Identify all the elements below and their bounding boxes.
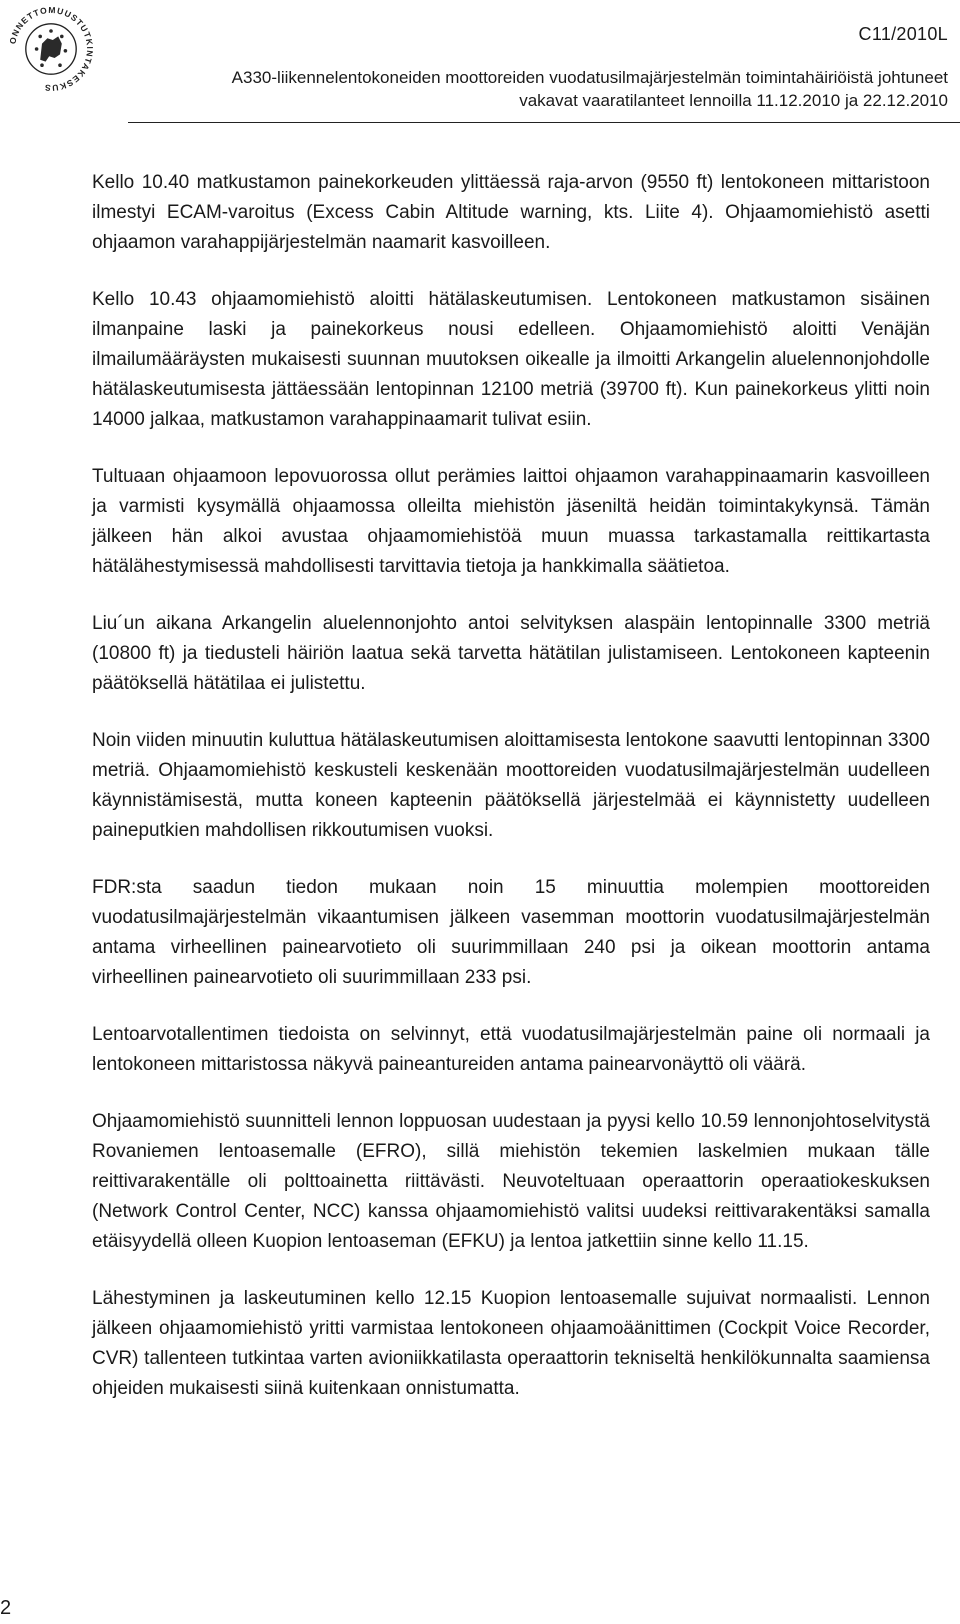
paragraph: Noin viiden minuutin kuluttua hätälaskeutumisen aloittamisesta lentokone saavutti lentopinnan 3300 metriä. Ohjaamomiehistö keskusteli keskenään moottoreiden vuodatusilmajärjestelmän uudelleen käynnistämisestä, mutta koneen kapteenin päätöksellä järjestelmää ei käynnistetty uudelleen paineputkien mahdollisen rikkoutumisen vuoksi. — [92, 730, 930, 841]
paragraph: Liu´un aikana Arkangelin aluelennonjohto antoi selvityksen alaspäin lentopinnalle 3300 metriä (10800 ft) ja tiedusteli häiriön laatua sekä tarvetta hätätilan julistamiseen. Lentokoneen kapteenin päätöksellä hätätilaa ei julistettu. — [92, 613, 930, 694]
paragraph: Kello 10.40 matkustamon painekorkeuden ylittäessä raja-arvon (9550 ft) lentokoneen mittaristoon ilmestyi ECAM-varoitus (Excess Cabin Altitude warning, kts. Liite 4). Ohjaamomiehistö asetti ohjaamon varahappijärjestelmän naamarit kasvoilleen. — [92, 172, 930, 253]
paragraph: FDR:sta saadun tiedon mukaan noin 15 minuuttia molempien moottoreiden vuodatusilmajärjestelmän vikaantumisen jälkeen vasemman moottorin vuodatusilmajärjestelmän antama virheellinen painearvotieto oli suurimmillaan 240 psi ja oikean moottorin antama virheellinen painearvotieto oli suurimmillaan 233 psi. — [92, 877, 930, 988]
paragraph: Tultuaan ohjaamoon lepovuorossa ollut perämies laittoi ohjaamon varahappinaamarin kasvoilleen ja varmisti kysymällä ohjaamossa olleilta miehistön jäseniltä heidän toimintakykynsä. Tämän jälkeen hän alkoi avustaa ohjaamomiehistöä muun muassa tarkastamalla reittikartasta hätälähestymisessä mahdollisesti tarvittavia tietoja ja hankkimalla säätietoa. — [92, 466, 930, 577]
svg-text:ONNETTOMUUSTUTKINTAKESKUS: ONNETTOMUUSTUTKINTAKESKUS — [7, 4, 96, 94]
page-number: 2 — [0, 1597, 12, 1619]
header-title — [134, 66, 948, 112]
paragraph: Lähestyminen ja laskeutuminen kello 12.15 Kuopion lentoasemalle sujuivat normaalisti. Lennon jälkeen ohjaamomiehistö yritti varmistaa lentokoneen ohjaamoäänittimen (Cockpit Voice Recorder, CVR) tallenteen tutkintaa varten avioniikkatilasta operaattorin tekniseltä henkilökunnalta saamiensa ohjeiden mukaisesti siinä kuitenkaan onnistumatta. — [92, 1288, 930, 1399]
paragraph: Kello 10.43 ohjaamomiehistö aloitti hätälaskeutumisen. Lentokoneen matkustamon sisäinen ilmanpaine laski ja painekorkeus nousi edelleen. Ohjaamomiehistö aloitti Venäjän ilmailumääräysten mukaisesti suunnan muutoksen oikealle ja ilmoitti Arkangelin aluelennonjohdolle hätälaskeutumisesta jättäessään lentopinnan 12100 metriä (39700 ft). Kun painekorkeus ylitti noin 14000 jalkaa, matkustamon varahappinaamarit tulivat esiin. — [92, 289, 930, 430]
document-id: C11/2010L — [858, 24, 948, 44]
paragraph: Lentoarvotallentimen tiedoista on selvinnyt, että vuodatusilmajärjestelmän paine oli normaali ja lentokoneen mittaristossa näkyvä paineantureiden antama painearvonäyttö oli väärä. — [92, 1024, 930, 1075]
paragraph: Ohjaamomiehistö suunnitteli lennon loppuosan uudestaan ja pyysi kello 10.59 lennonjohtoselvitystä Rovaniemen lentoasemalle (EFRO), sillä miehistön tekemien laskelmien mukaan tälle reittivarakentälle oli polttoainetta riittävästi. Neuvoteltuaan operaattorin operaatiokeskuksen (Network Control Center, NCC) kanssa ohjaamomiehistö valitsi uudeksi reittivarakentäksi samalla etäisyydellä olleen Kuopion lentoaseman (EFKU) ja lentoa jatkettiin sinne kello 11.15. — [92, 1111, 930, 1252]
document-body — [92, 168, 930, 1431]
header-divider — [128, 122, 960, 123]
agency-logo — [6, 4, 96, 94]
header-title-line-2: vakavat vaaratilanteet lennoilla 11.12.2010 ja 22.12.2010 — [519, 91, 948, 110]
header-title-line-1: A330-liikennelentokoneiden moottoreiden vuodatusilmajärjestelmän toimintahäiriöistä johtuneet — [231, 68, 948, 87]
